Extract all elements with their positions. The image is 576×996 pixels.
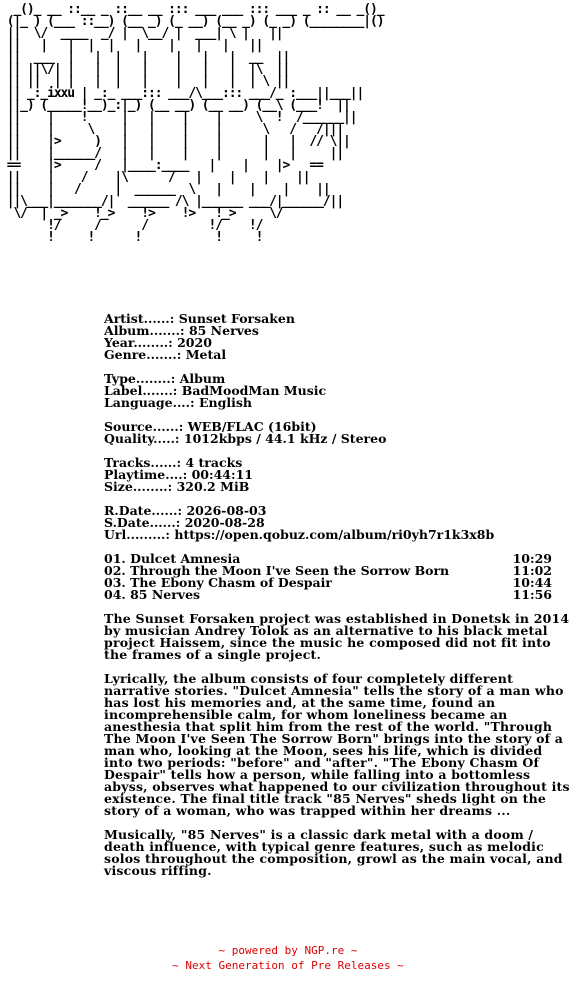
rdate-row: R.Date......: 2026-08-03 [104,503,267,518]
footer-powered-by: ~ powered by NGP.re ~ [218,944,358,957]
track-length: 11:02 [512,563,552,578]
genre-value: Metal [185,347,227,362]
playtime-row: Playtime....: 00:44:11 [104,467,254,482]
track-title: 04. 85 Nerves [104,587,201,602]
track-length: 11:56 [512,587,552,602]
sdate-value: 2020-08-28 [184,515,265,530]
description-paragraph: Musically, "85 Nerves" is a classic dark metal with a doom / death influence, with typical genre features, such as melodic solos throughout the composition, growl as the main vocal, and viscous riffing. [104,827,563,878]
description-paragraph: Lyrically, the album consists of four completely different narrative stories. "Dulcet Amnesia" tells the story of a man who has lost his memories and, at the same time, found an incomprehensible calm, for whom loneliness became an anesthesia that split him from the rest of the world. "Through The Moon I've Seen The Sorrow Born" brings into the story of a man who, looking at the Moon, sees his life, which is divided into two periods: "before" and "after". "The Ebony Chasm Of Despair" tells how a person, while falling into a bottomless abyss, observes what happened to our civilization throughout its existence. The final title track "85 Nerves" sheds light on the story of a woman, who was trapped within her dreams ... [104,671,570,818]
quality-value: 1012kbps / 44.1 kHz / Stereo [183,431,387,446]
tracks-value: 4 tracks [185,455,243,470]
year-value: 2020 [177,335,212,350]
type-value: Album [179,371,226,386]
ascii-logo: _()_ __ ::__ _ ::__ __ ::: ___ ___ ::: ___ _ :: __ _()_ (|_ ) (___ ::__) (__ _) (_ __) (__ _) (_ _) (________|() || \/ ____ _/ | \__/ | ___| \ | || || | | | | | | | | || || ___ | | | | | | | __ || || ||\/| | | | | | | | |\ || || || | | | | | | | | | \ || || _:_ixxu | _:_ ___::: ___/\___::: ___/_ :___||___|| ||_) (_____!__)_:|_) (__ __) (__ __) (__\ (___! || || | ! | | | | \ ! /______|| || | \ | | | | \ / /||| || |> ) | | | | | | // \|| || |______/ | | | | | | || == |> / |____:____ | | |> == || | / |\ / | | | || || | / | ______ \ | | | || ||\___|_______/| ______ /\ |______ ___/|______/|| \/ | _> !_> !> !> !_> \/ !/ / / !/ !/ ! ! ! ! ! [6,2,384,245]
track-length: 10:29 [512,551,552,566]
rdate-value: 2026-08-03 [186,503,267,518]
track-row [104,589,552,601]
track-title: 02. Through the Moon I've Seen the Sorrow Born [104,563,450,578]
language-row: Language....: English [104,395,252,410]
album-value: 85 Nerves [188,323,259,338]
description-paragraph: The Sunset Forsaken project was established in Donetsk in 2014 by musician Andrey Tolok as an alternative to his black metal project Haissem, since the music he composed did not fit into the frames of a single project. [104,611,570,662]
artist-row: Artist......: Sunset Forsaken [104,311,295,326]
size-row: Size........: 320.2 MiB [104,479,250,494]
label-row: Label.......: BadMoodMan Music [104,383,327,398]
sdate-row: S.Date......: 2020-08-28 [104,515,265,530]
artist-value: Sunset Forsaken [178,311,295,326]
album-row: Album.......: 85 Nerves [104,323,259,338]
track-title: 03. The Ebony Chasm of Despair [104,575,332,590]
tracklist [104,553,552,601]
url-value: https://open.qobuz.com/album/ri0yh7r1k3x8b [174,527,495,542]
url-row: Url.........: https://open.qobuz.com/album/ri0yh7r1k3x8b [104,527,495,542]
source-row: Source......: WEB/FLAC (16bit) [104,419,317,434]
size-value: 320.2 MiB [176,479,250,494]
playtime-value: 00:44:11 [191,467,254,482]
track-title: 01. Dulcet Amnesia [104,551,241,566]
label-value: BadMoodMan Music [181,383,327,398]
language-value: English [198,395,252,410]
year-row: Year........: 2020 [104,335,212,350]
genre-row: Genre.......: Metal [104,347,227,362]
source-value: WEB/FLAC (16bit) [187,419,317,434]
footer-tagline: ~ Next Generation of Pre Releases ~ [172,959,404,972]
type-row: Type........: Album [104,371,226,386]
tracks-row: Tracks......: 4 tracks [104,455,243,470]
release-info [104,313,574,889]
quality-row: Quality.....: 1012kbps / 44.1 kHz / Stereo [104,431,387,446]
track-length: 10:44 [512,575,552,590]
